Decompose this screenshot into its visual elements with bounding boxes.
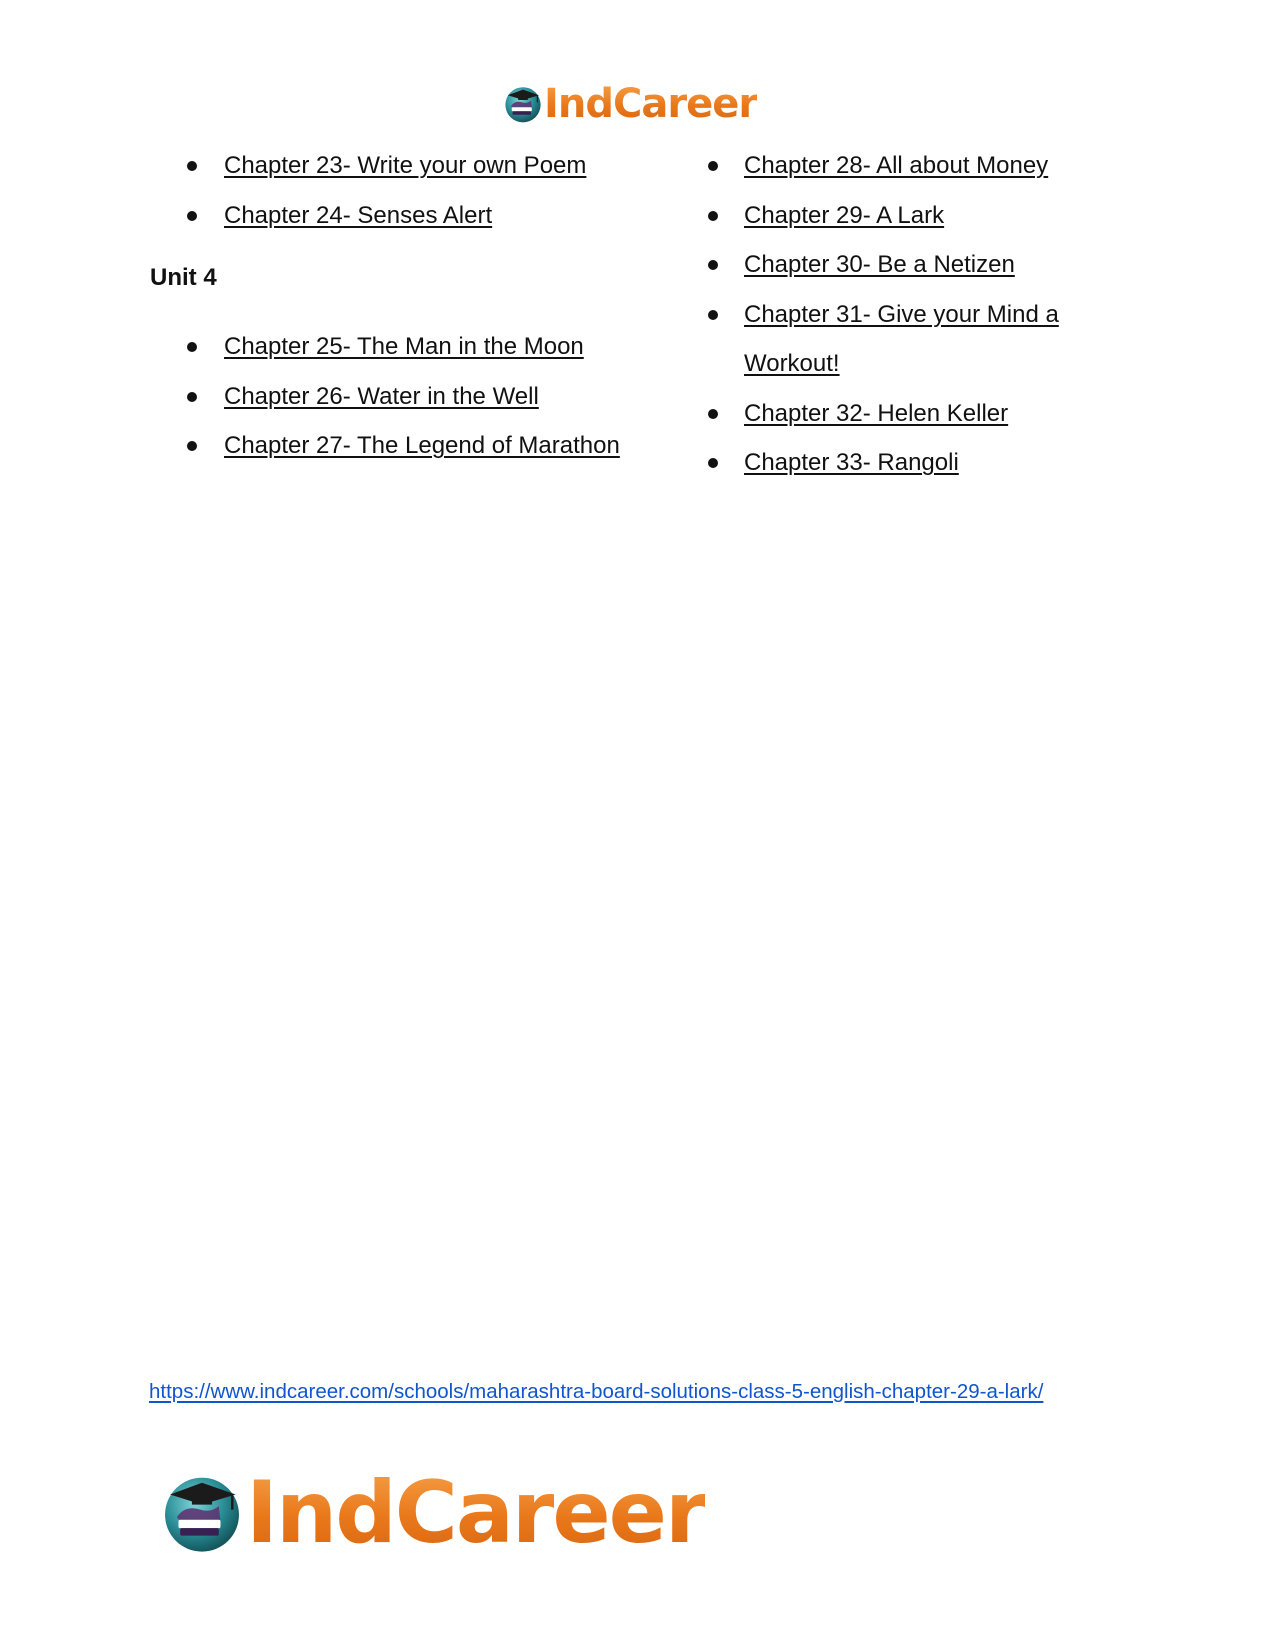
list-item <box>672 191 1132 241</box>
header-logo <box>503 80 757 128</box>
graduation-cap-globe-icon <box>160 1471 244 1555</box>
list-item <box>672 141 1132 191</box>
logo-wordmark: IndCareer <box>246 1462 706 1563</box>
chapter-link[interactable]: Chapter 30- Be a Netizen <box>744 251 1015 278</box>
chapter-link[interactable]: Chapter 25- The Man in the Moon <box>224 333 584 360</box>
bullet-icon <box>708 458 718 468</box>
chapter-link[interactable]: Chapter 27- The Legend of Marathon <box>224 432 620 459</box>
chapter-list-unit-3 <box>150 141 620 240</box>
chapter-link[interactable]: Chapter 24- Senses Alert <box>224 201 493 229</box>
chapter-link[interactable]: Chapter 31- Give your Mind a Workout! <box>744 300 1059 377</box>
list-item <box>672 438 1132 488</box>
list-item <box>672 290 1132 389</box>
unit-heading: Unit 4 <box>150 264 217 291</box>
chapter-link[interactable]: Chapter 28- All about Money <box>744 152 1049 179</box>
list-item <box>150 322 620 372</box>
chapter-link[interactable]: Chapter 26- Water in the Well <box>224 382 539 410</box>
chapter-list-unit-4 <box>150 322 620 471</box>
left-column <box>150 141 620 471</box>
chapter-list-right <box>672 141 1132 488</box>
bullet-icon <box>187 161 197 171</box>
list-item <box>150 372 620 422</box>
list-item <box>672 389 1132 439</box>
chapter-link[interactable]: Chapter 29- A Lark <box>744 201 945 229</box>
bullet-icon <box>187 342 197 352</box>
list-item <box>150 191 620 241</box>
source-url-link[interactable]: https://www.indcareer.com/schools/maharashtra-board-solutions-class-5-english-chapter-29-a-lark/ <box>149 1380 1044 1403</box>
bullet-icon <box>708 161 718 171</box>
graduation-cap-globe-icon <box>503 84 543 124</box>
right-column <box>672 141 1132 488</box>
list-item <box>150 141 620 191</box>
chapter-link[interactable]: Chapter 32- Helen Keller <box>744 399 1009 427</box>
logo-wordmark: IndCareer <box>544 81 758 127</box>
list-item <box>672 240 1132 290</box>
bullet-icon <box>187 441 197 451</box>
footer-logo <box>160 1462 706 1563</box>
bullet-icon <box>708 211 718 221</box>
bullet-icon <box>187 392 197 402</box>
list-item <box>150 421 620 471</box>
bullet-icon <box>708 260 718 270</box>
chapter-link[interactable]: Chapter 23- Write your own Poem <box>224 152 587 179</box>
bullet-icon <box>708 409 718 419</box>
bullet-icon <box>187 211 197 221</box>
bullet-icon <box>708 310 718 320</box>
chapter-link[interactable]: Chapter 33- Rangoli <box>744 449 959 476</box>
